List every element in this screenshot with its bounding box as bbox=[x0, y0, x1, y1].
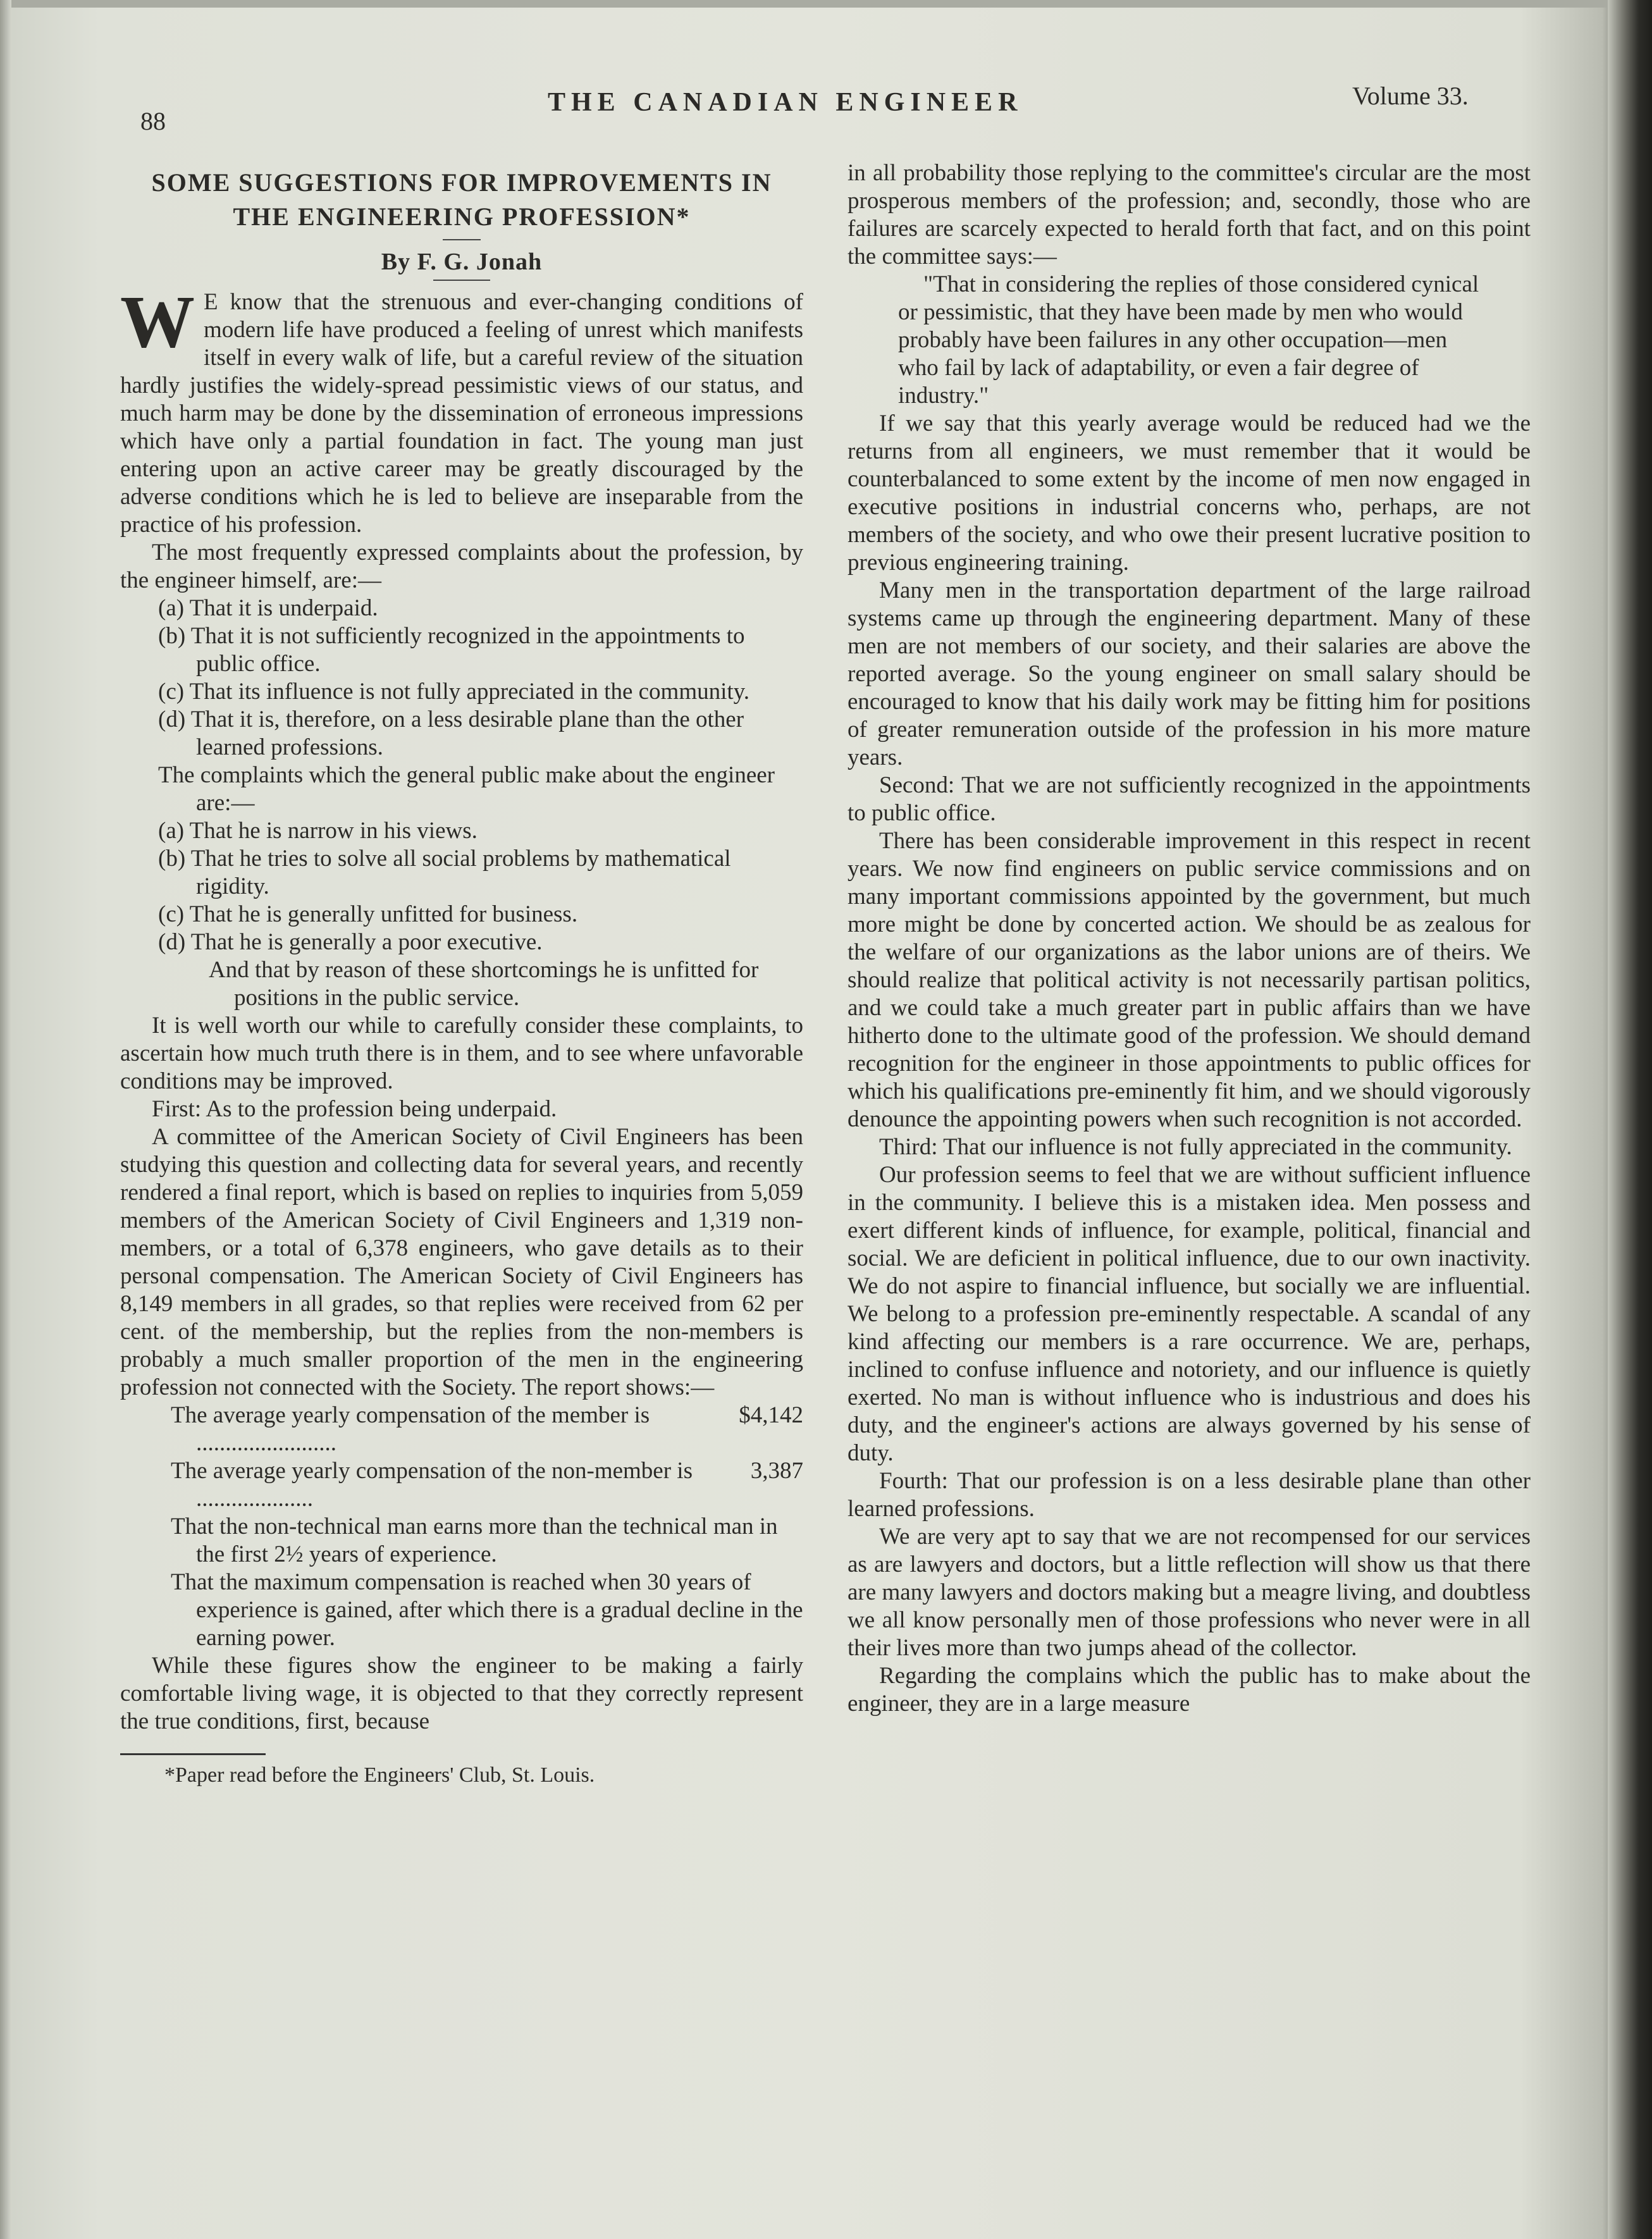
engineer-complaint-b: (b) That it is not sufficiently recognized in the appointments to public office. bbox=[158, 623, 745, 677]
report-member-value: $4,142 bbox=[739, 1402, 803, 1428]
engineer-complaint-a: (a) That it is underpaid. bbox=[158, 595, 378, 621]
footnote: *Paper read before the Engineers' Club, St. Louis. bbox=[164, 1763, 595, 1787]
report-nontechnical: That the non-technical man earns more than the technical man in the first 2½ years of experience. bbox=[171, 1514, 778, 1567]
fourth-heading: Fourth: That our profession is on a less desirable plane than other learned professions. bbox=[848, 1468, 1531, 1522]
public-complaint-d: (d) That he is generally a poor executive. bbox=[158, 929, 543, 955]
report-nonmember-compensation bbox=[171, 1457, 803, 1513]
engineer-complaint-c: (c) That its influence is not fully appreciated in the community. bbox=[158, 679, 750, 705]
title-rule bbox=[443, 239, 481, 240]
second-heading: Second: That we are not sufficiently recognized in the appointments to public office. bbox=[848, 772, 1531, 826]
volume-label: Volume 33. bbox=[1352, 82, 1469, 110]
intro-text: E know that the strenuous and ever-changing conditions of modern life have produced a feeling of unrest which manifests itself in every walk of life, but a careful review of the situation hardly justifies the widely-spread pessimistic views of our status, and much harm may be done by the dissemination of erroneous impressions which have only a partial foundation in fact. The young man just entering upon an active career may be greatly discouraged by the adverse conditions which he is led to believe are inseparable from the practice of his profession. bbox=[120, 289, 803, 538]
right-para-4: There has been considerable improvement in this respect in recent years. We now find engineers on public service commissions and on many important commissions appointed by the government, but much more might be done by concerted action. We should be as zealous for the welfare of our organizations as the labor unions are of theirs. We should realize that political activity is not necessarily partisan politics, and we could take a much greater part in public affairs than we have hitherto done to the ultimate good of the profession. We should demand recognition for the engineer in those appointments to public offices for which his qualifications pre-eminently fit him, and we should vigorously denounce the appointing powers when such recognition is not accorded. bbox=[848, 828, 1531, 1132]
report-member-compensation bbox=[171, 1402, 803, 1457]
para-figures: While these figures show the engineer to be making a fairly comfortable living wage, it is objected to that they correctly represent the true conditions, first, because bbox=[120, 1653, 803, 1734]
report-nonmember-value: 3,387 bbox=[750, 1458, 803, 1484]
book-binding bbox=[1608, 0, 1652, 2239]
report-maximum: That the maximum compensation is reached when 30 years of experience is gained, after which there is a gradual decline in the earning power. bbox=[171, 1569, 803, 1651]
byline-rule bbox=[433, 280, 490, 281]
right-para-3: Many men in the transportation department of the large railroad systems came up through the engineering department. Many of these men are not members of our society, and their salaries are above the reported average. So the young engineer on small salary should be encouraged to know that his daily work may be fitting him for positions of greater remuneration outside of the profession in his more mature years. bbox=[848, 577, 1531, 770]
public-complaints-intro: The complaints which the general public make about the engineer are:— bbox=[158, 762, 775, 816]
engineer-complaint-d: (d) That it is, therefore, on a less desirable plane than the other learned professions. bbox=[158, 706, 744, 760]
right-para-7: Regarding the complains which the public has to make about the engineer, they are in a large measure bbox=[848, 1663, 1531, 1717]
para-worth: It is well worth our while to carefully consider these complaints, to ascertain how much truth there is in them, and to see where unfavorable conditions may be improved. bbox=[120, 1013, 803, 1094]
first-heading: First: As to the profession being underpaid. bbox=[152, 1096, 557, 1122]
para-committee: A committee of the American Society of Civil Engineers has been studying this question and collecting data for several years, and recently rendered a final report, which is based on replies to inquiries from 5,059 members of the American Society of Civil Engineers and 1,319 non-members, or a total of 6,378 engineers, who gave details as to their personal compensation. The American Society of Civil Engineers has 8,149 members in all grades, so that replies were received from 62 per cent. of the membership, but the replies from the non-members is probably a much smaller proportion of the men in the engineering profession not connected with the Society. The report shows:— bbox=[120, 1124, 803, 1400]
committee-quote: "That in considering the replies of those considered cynical or pessimistic, that they have been made by men who would probably have been failures in any other occupation—men who fail by lack of adaptability, or even a fair degree of industry." bbox=[898, 271, 1479, 409]
right-para-6: We are very apt to say that we are not recompensed for our services as are lawyers and doctors, but a little reflection will show us that there are many lawyers and doctors making but a meagre living, and doubtless we all know personally men of those professions who never were in all their lives more than two jumps ahead of the collector. bbox=[848, 1524, 1531, 1661]
public-complaint-b: (b) That he tries to solve all social problems by mathematical rigidity. bbox=[158, 846, 731, 899]
right-para-2: If we say that this yearly average would be reduced had we the returns from all engineers, we must remember that it would be counterbalanced to some extent by the income of men now engaged in executive positions in industrial concerns who, perhaps, are not members of the society, and who owe their present lucrative position to previous engineering training. bbox=[848, 410, 1531, 576]
right-column bbox=[848, 159, 1531, 1718]
report-member-label: The average yearly compensation of the member is ........................ bbox=[171, 1402, 650, 1456]
public-complaint-a: (a) That he is narrow in his views. bbox=[158, 818, 478, 844]
drop-cap: W bbox=[120, 280, 195, 363]
article-title-line-2: THE ENGINEERING PROFESSION* bbox=[233, 202, 691, 231]
article-title bbox=[120, 166, 803, 234]
page-top-edge bbox=[0, 0, 1652, 8]
public-complaint-c: (c) That he is generally unfitted for business. bbox=[158, 901, 578, 927]
page-left-edge bbox=[0, 0, 11, 2239]
article-title-line-1: SOME SUGGESTIONS FOR IMPROVEMENTS IN bbox=[151, 168, 772, 197]
right-para-1: in all probability those replying to the committee's circular are the most prosperous members of the profession; and, secondly, those who are failures are scarcely expected to herald forth that fact, and on this point the committee says:— bbox=[848, 160, 1531, 269]
footnote-rule bbox=[120, 1753, 266, 1755]
left-column bbox=[120, 166, 803, 1789]
public-complaints-close: And that by reason of these shortcomings he is unfitted for positions in the public service. bbox=[209, 957, 759, 1011]
engineer-complaints-intro: The most frequently expressed complaints about the profession, by the engineer himself, are:— bbox=[120, 540, 803, 593]
running-title: THE CANADIAN ENGINEER bbox=[548, 88, 1023, 117]
byline: By F. G. Jonah bbox=[381, 249, 543, 275]
intro-paragraph bbox=[120, 280, 803, 539]
right-para-5: Our profession seems to feel that we are without sufficient influence in the community. I believe this is a mistaken idea. Men possess and exert different kinds of influence, for example, political, financial and social. We are deficient in political influence, due to our own inactivity. We do not aspire to financial influence, but socially we are influential. We belong to a profession pre-eminently respectable. A scandal of any kind affecting our members is a rare occurrence. We are, perhaps, inclined to confuse influence and notoriety, and our influence is quietly exerted. No man is without influence who is industrious and does his duty, and the engineer's actions are always governed by his sense of duty. bbox=[848, 1162, 1531, 1466]
page-number: 88 bbox=[140, 107, 166, 135]
report-nonmember-label: The average yearly compensation of the non-member is .................... bbox=[171, 1458, 693, 1512]
third-heading: Third: That our influence is not fully appreciated in the community. bbox=[879, 1134, 1512, 1160]
